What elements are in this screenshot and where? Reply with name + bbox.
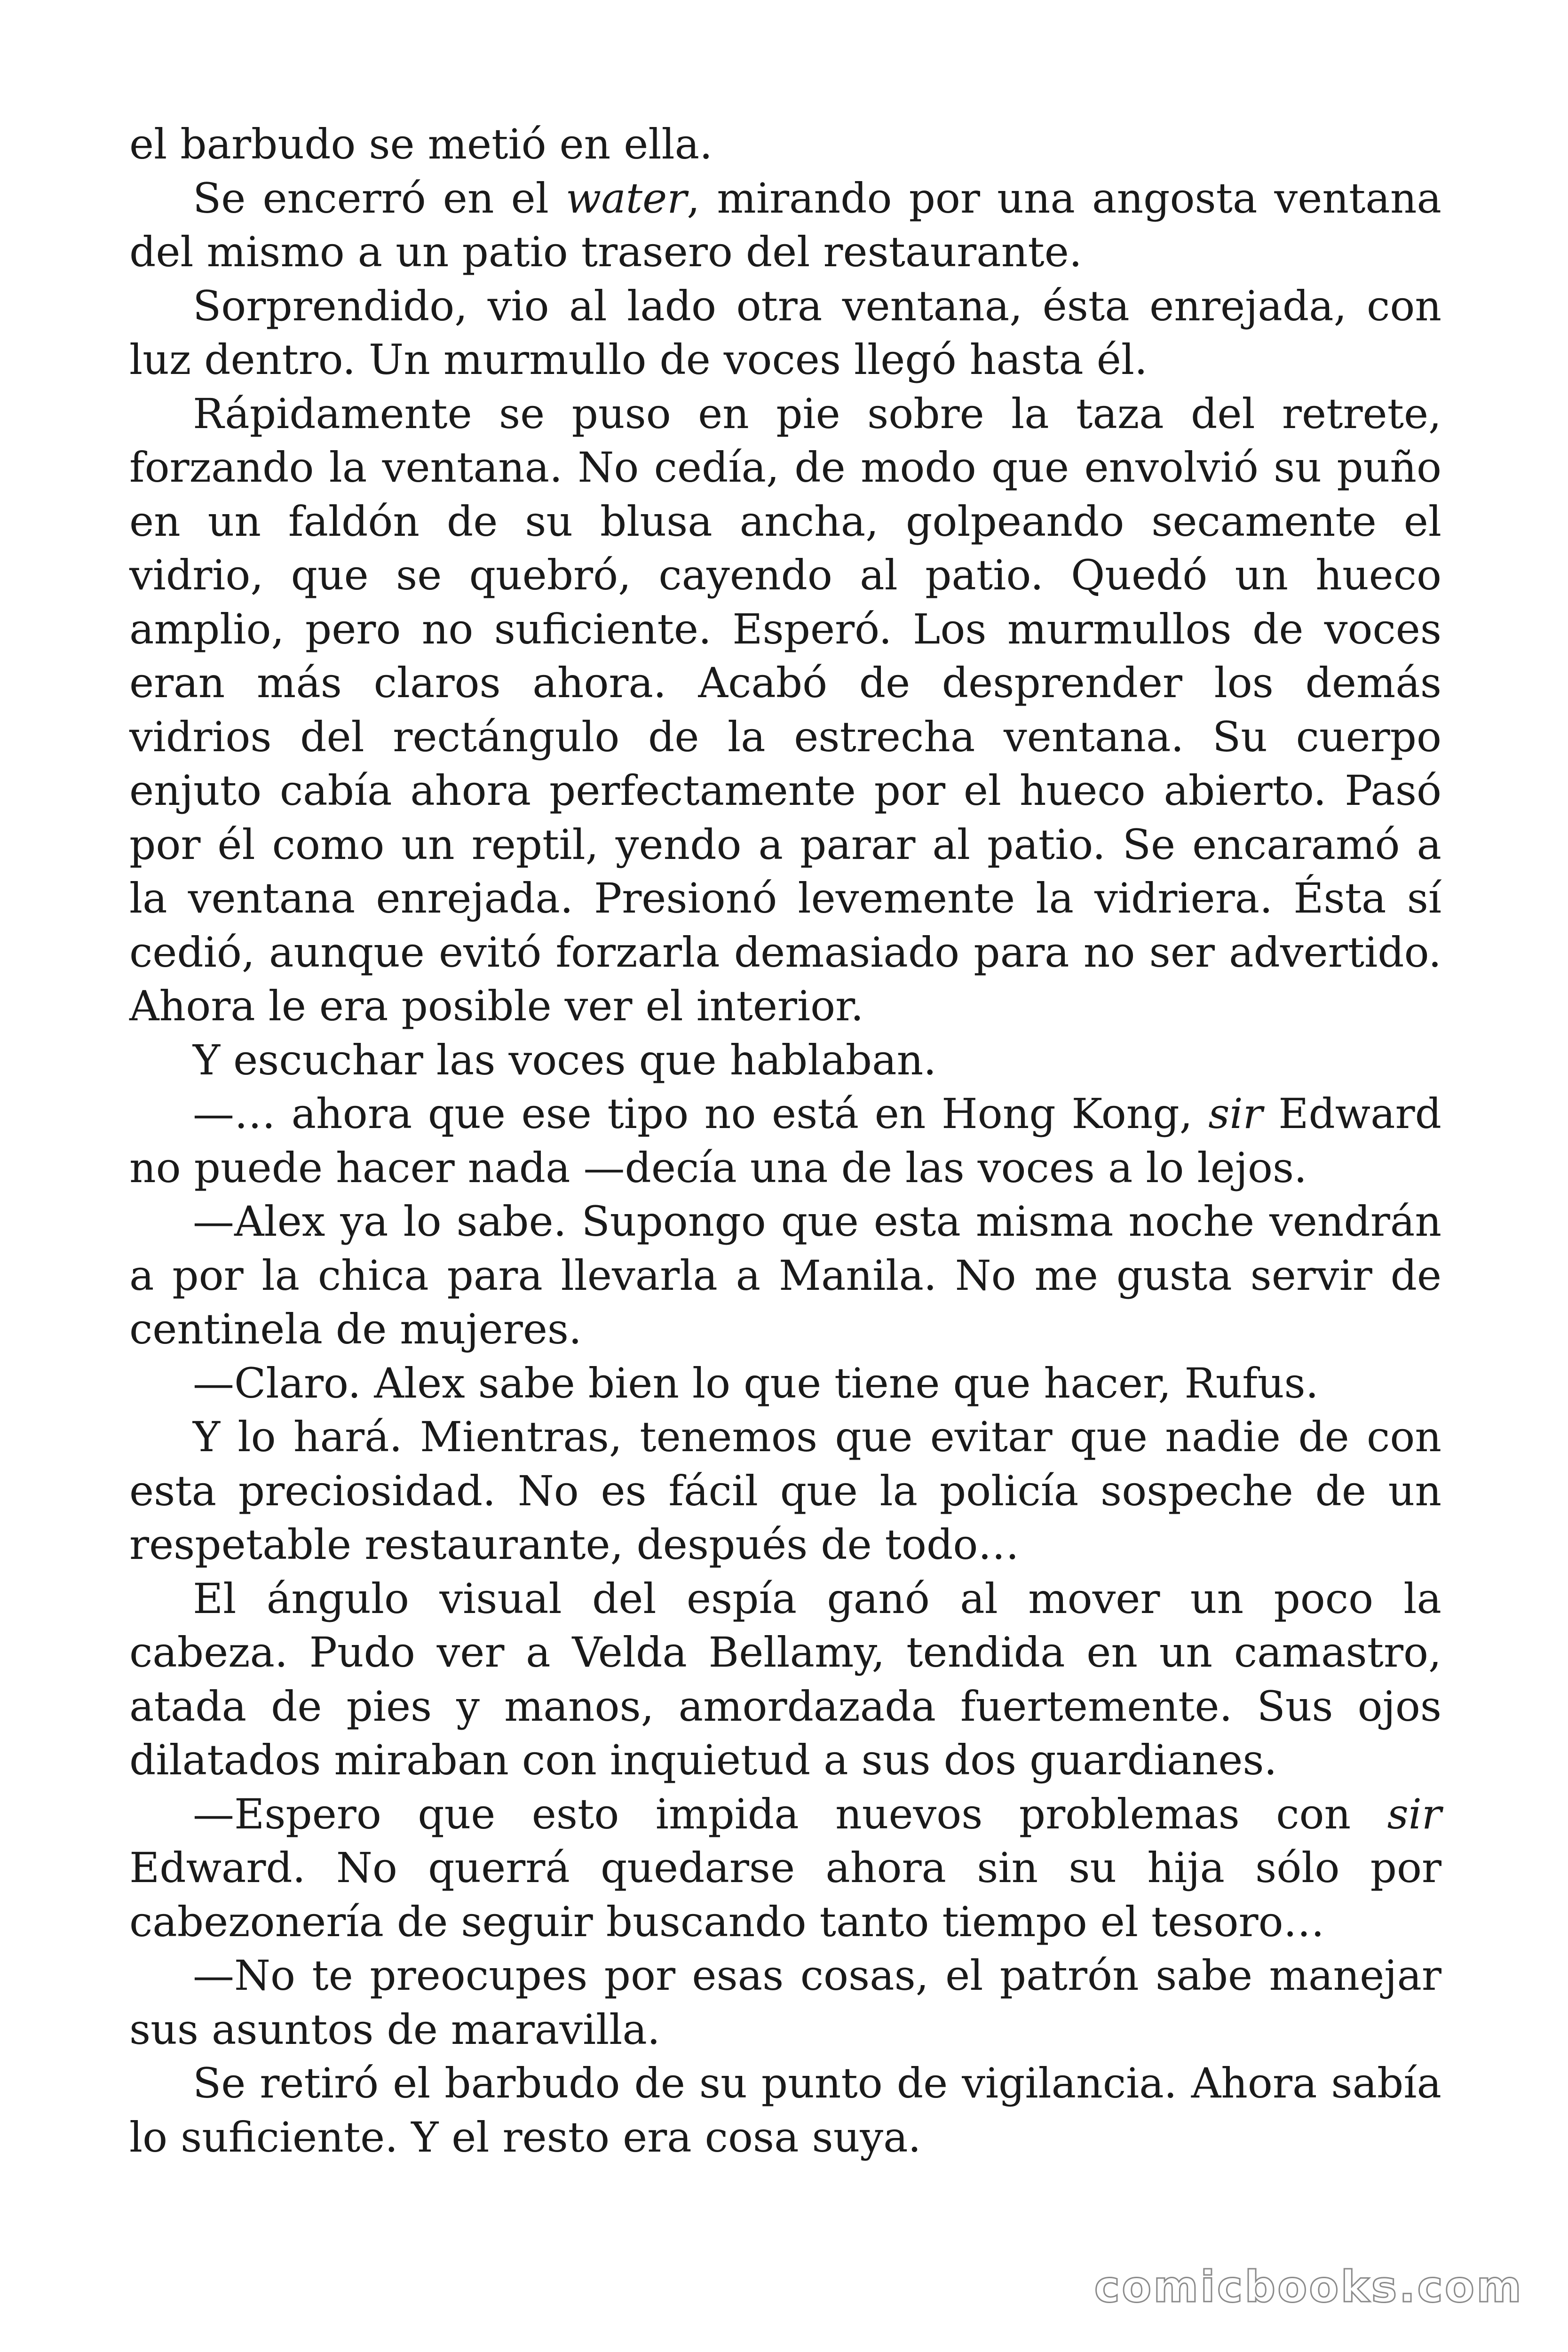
text-segment: Y escuchar las voces que hablaban. [193, 1035, 937, 1084]
text-segment: El ángulo visual del espía ganó al mover un poco la cabeza. Pudo ver a Velda Bellamy, tendida en un camastro, atada de pies y manos, amordazada fuertemente. Sus ojos dilatados miraban con inquietud a sus dos guardianes. [129, 1574, 1441, 1784]
body-text [129, 118, 1441, 2164]
paragraph [129, 172, 1441, 279]
text-segment: Se encerró en el [193, 174, 566, 222]
text-segment: —… ahora que ese tipo no está en Hong Kong, [193, 1089, 1209, 1138]
text-segment: —Claro. Alex sabe bien lo que tiene que hacer, Rufus. [193, 1359, 1319, 1407]
text-segment: Y lo hará. Mientras, tenemos que evitar que nadie de con esta preciosidad. No es fácil que la policía sospeche de un respetable restaurante, después de todo… [129, 1413, 1441, 1569]
paragraph [129, 279, 1441, 387]
italic-text: water [566, 174, 687, 222]
paragraph [129, 1357, 1441, 1411]
text-segment: Sorprendido, vio al lado otra ventana, ésta enrejada, con luz dentro. Un murmullo de voces llegó hasta él. [129, 281, 1441, 384]
text-segment: Rápidamente se puso en pie sobre la taza del retrete, forzando la ventana. No cedía, de modo que envolvió su puño en un faldón de su blusa ancha, golpeando secamente el vidrio, que se quebró, cayendo al patio. Quedó un hueco amplio, pero no suficiente. Esperó. Los murmullos de voces eran más claros ahora. Acabó de desprender los demás vidrios del rectángulo de la estrecha ventana. Su cuerpo enjuto cabía ahora perfectamente por el hueco abierto. Pasó por él como un reptil, yendo a parar al patio. Se encaramó a la ventana enrejada. Presionó levemente la vidriera. Ésta sí cedió, aunque evitó forzarla demasiado para no ser advertido. Ahora le era posible ver el interior. [129, 389, 1441, 1030]
text-segment: Se retiró el barbudo de su punto de vigilancia. Ahora sabía lo suficiente. Y el resto era cosa suya. [129, 2059, 1441, 2161]
text-segment: el barbudo se metió en ella. [129, 120, 713, 168]
paragraph [129, 1949, 1441, 2057]
paragraph [129, 1410, 1441, 1572]
paragraph [129, 387, 1441, 1033]
paragraph [129, 1195, 1441, 1357]
italic-text: sir [1387, 1789, 1441, 1838]
watermark: comicbooks.com [1094, 2262, 1523, 2312]
paragraph [129, 1087, 1441, 1195]
paragraph [129, 118, 1441, 172]
text-segment: —Alex ya lo sabe. Supongo que esta misma noche vendrán a por la chica para llevarla a Manila. No me gusta servir de centinela de mujeres. [129, 1197, 1441, 1353]
italic-text: sir [1208, 1089, 1263, 1138]
paragraph [129, 1788, 1441, 1949]
text-segment: Edward no puede hacer nada —decía una de las voces a lo lejos. [129, 1089, 1441, 1192]
text-segment: , mirando por una angosta ventana del mismo a un patio trasero del restaurante. [129, 174, 1441, 276]
paragraph [129, 2057, 1441, 2164]
text-segment: —No te preocupes por esas cosas, el patrón sabe manejar sus asuntos de maravilla. [129, 1951, 1441, 2054]
text-segment: —Espero que esto impida nuevos problemas con [193, 1789, 1387, 1838]
paragraph [129, 1033, 1441, 1088]
paragraph [129, 1572, 1441, 1788]
text-segment: Edward. No querrá quedarse ahora sin su hija sólo por cabezonería de seguir buscando tanto tiempo el tesoro… [129, 1843, 1441, 1946]
